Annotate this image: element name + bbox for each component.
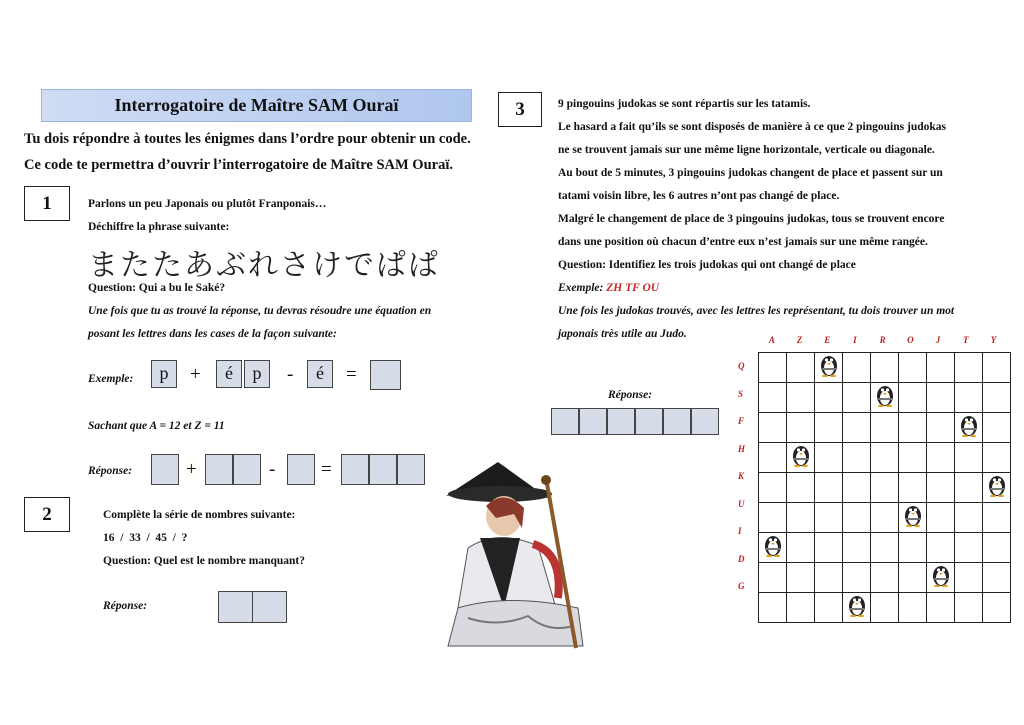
answer-cell-2[interactable] [205,454,233,485]
given-values: Sachant que A = 12 et Z = 11 [88,420,225,432]
grid-row-label-I: I [738,526,742,536]
answer-cell-6[interactable] [369,454,397,485]
penguin-icon [874,394,896,411]
example-cell-p1: p [151,360,177,388]
equals-sign: = [346,364,357,385]
tatami-cell-IF[interactable] [843,413,871,443]
tatami-cell-RF[interactable] [871,413,899,443]
tatami-cell-OU[interactable] [899,503,927,533]
tatami-cell-JD[interactable] [927,563,955,593]
tatami-cell-OG[interactable] [899,593,927,623]
grid-row-I [759,533,1011,563]
puzzle-3-answer-cell-6[interactable] [691,408,719,435]
puzzle-2-answer-cell-1[interactable] [218,591,253,623]
puzzle-2-answer-label: Réponse: [103,600,148,612]
puzzle-2-answer-cell-2[interactable] [252,591,287,623]
tatami-cell-EH[interactable] [815,443,843,473]
page-title: Interrogatoire de Maître SAM Ouraï [41,89,472,122]
tatami-cell-JG[interactable] [927,593,955,623]
penguin-icon [986,484,1008,501]
penguin-icon [762,544,784,561]
tatami-cell-EU[interactable] [815,503,843,533]
tatami-cell-OF[interactable] [899,413,927,443]
grid-col-label-O: O [907,335,914,345]
tatami-cell-AH[interactable] [759,443,787,473]
grid-row-label-S: S [738,388,744,399]
tatami-cell-TQ[interactable] [955,353,983,383]
grid-row-Q [759,353,1011,383]
grid-col-label-T: T [963,335,969,345]
tatami-cell-JQ[interactable] [927,353,955,383]
tatami-cell-TI[interactable] [955,533,983,563]
penguin-icon [818,364,840,381]
tatami-cell-ED[interactable] [815,563,843,593]
minus-sign: - [287,364,294,385]
puzzle-1-question: Question: Qui a bu le Saké? [88,282,226,294]
answer-minus-sign: - [269,459,276,480]
tatami-cell-EG[interactable] [815,593,843,623]
grid-row-K [759,473,1011,503]
tatami-cell-AG[interactable] [759,593,787,623]
tatami-cell-OD[interactable] [899,563,927,593]
tatami-cell-IH[interactable] [843,443,871,473]
penguin-icon [958,424,980,441]
tatami-cell-TG[interactable] [955,593,983,623]
puzzle-2-line1: Complète la série de nombres suivante: [103,509,296,521]
puzzle-1-line1: Parlons un peu Japonais ou plutôt Franponais… [88,198,327,210]
tatami-cell-IG[interactable] [843,593,871,623]
puzzle-3-number: 3 [498,92,542,127]
puzzle-3-answer-cell-5[interactable] [663,408,691,435]
tatami-cell-EF[interactable] [815,413,843,443]
tatami-cell-RH[interactable] [871,443,899,473]
tatami-cell-YQ[interactable] [983,353,1011,383]
grid-row-label-F: F [738,416,745,426]
puzzle-3-final-2: japonais très utile au Judo. [558,328,687,340]
tatami-cell-TF[interactable] [955,413,983,443]
tatami-cell-II[interactable] [843,533,871,563]
tatami-cell-ES[interactable] [815,383,843,413]
puzzle-3-answer-label: Réponse: [608,389,653,401]
example-prefix: Exemple: [558,282,604,294]
grid-row-H [759,443,1011,473]
example-cell-p2: p [244,360,270,388]
tatami-cell-JH[interactable] [927,443,955,473]
puzzle-3-line-6: Malgré le changement de place de 3 pingouins judokas, tous se trouvent encore [558,213,945,225]
puzzle-3-line-4: Au bout de 5 minutes, 3 pingouins judokas changent de place et passent sur un [558,167,943,179]
grid-row-label-U: U [738,498,745,509]
tatami-cell-EI[interactable] [815,533,843,563]
samurai-illustration [438,458,590,650]
tatami-cell-OS[interactable] [899,383,927,413]
answer-cell-5[interactable] [341,454,369,485]
tatami-cell-YF[interactable] [983,413,1011,443]
answer-cell-7[interactable] [397,454,425,485]
tatami-cell-RQ[interactable] [871,353,899,383]
puzzle-3-line-7: dans une position où chacun d’entre eux n’est jamais sur une même rangée. [558,236,928,248]
grid-col-label-J: J [935,335,941,345]
tatami-cell-JK[interactable] [927,473,955,503]
puzzle-3-example [558,282,659,294]
intro-line-2: Ce code te permettra d’ouvrir l’interrogatoire de Maître SAM Ouraï. [24,157,453,173]
japanese-phrase: またたあぶれさけでぱぱ [88,248,440,283]
puzzle-3-answer-cell-4[interactable] [635,408,663,435]
tatami-cell-ZG[interactable] [787,593,815,623]
tatami-cell-AU[interactable] [759,503,787,533]
tatami-cell-JF[interactable] [927,413,955,443]
grid-col-label-A: A [768,335,775,345]
puzzle-3-answer-cell-1[interactable] [551,408,579,435]
intro-line-1: Tu dois répondre à toutes les énigmes dans l’ordre pour obtenir un code. [24,131,471,147]
grid-row-label-D: D [738,553,745,564]
penguin-icon [930,574,952,591]
tatami-cell-RS[interactable] [871,383,899,413]
puzzle-3-line-3: ne se trouvent jamais sur une même ligne horizontale, verticale ou diagonale. [558,144,935,156]
tatami-cell-AQ[interactable] [759,353,787,383]
tatami-cell-YK[interactable] [983,473,1011,503]
answer-cell-1[interactable] [151,454,179,485]
tatami-cell-ZS[interactable] [787,383,815,413]
tatami-cell-RG[interactable] [871,593,899,623]
example-result-cell [370,360,401,390]
tatami-cell-IU[interactable] [843,503,871,533]
tatami-cell-OI[interactable] [899,533,927,563]
example-value: ZH TF OU [606,282,660,294]
tatami-cell-EQ[interactable] [815,353,843,383]
example-cell-e1: é [216,360,242,388]
tatami-cell-ZF[interactable] [787,413,815,443]
puzzle-3-answer-cell-3[interactable] [607,408,635,435]
tatami-cell-AF[interactable] [759,413,787,443]
tatami-cell-AK[interactable] [759,473,787,503]
grid-col-label-Z: Z [796,335,803,345]
puzzle-1-instruction2: posant les lettres dans les cases de la façon suivante: [88,328,337,340]
number-series: 16 / 33 / 45 / ? [103,532,188,544]
tatami-cell-RU[interactable] [871,503,899,533]
grid-row-label-G: G [738,581,745,591]
tatami-cell-TS[interactable] [955,383,983,413]
tatami-cell-YH[interactable] [983,443,1011,473]
grid-col-label-R: R [879,335,886,345]
tatami-cell-RK[interactable] [871,473,899,503]
answer-plus-sign: + [186,459,197,480]
tatami-cell-YD[interactable] [983,563,1011,593]
puzzle-1-answer-label: Réponse: [88,465,133,477]
puzzle-3-question: Question: Identifiez les trois judokas qui ont changé de place [558,259,856,271]
puzzle-3-line-5: tatami voisin libre, les 6 autres n’ont pas changé de place. [558,190,840,202]
tatami-cell-OH[interactable] [899,443,927,473]
tatami-cell-OQ[interactable] [899,353,927,383]
penguin-icon [846,604,868,621]
plus-sign: + [190,364,201,385]
puzzle-3-line-2: Le hasard a fait qu’ils se sont disposés de manière à ce que 2 pingouins judokas [558,121,946,133]
tatami-cell-OK[interactable] [899,473,927,503]
answer-cell-4[interactable] [287,454,315,485]
tatami-cell-TU[interactable] [955,503,983,533]
example-cell-e2: é [307,360,333,388]
tatami-grid [758,352,1011,623]
puzzle-1-line2: Déchiffre la phrase suivante: [88,221,230,233]
tatami-cell-ZD[interactable] [787,563,815,593]
tatami-cell-YI[interactable] [983,533,1011,563]
tatami-cell-IQ[interactable] [843,353,871,383]
tatami-cell-IS[interactable] [843,383,871,413]
grid-row-label-Q: Q [738,361,745,371]
tatami-cell-JS[interactable] [927,383,955,413]
tatami-cell-ZU[interactable] [787,503,815,533]
tatami-cell-RI[interactable] [871,533,899,563]
tatami-cell-AI[interactable] [759,533,787,563]
grid-row-label-H: H [738,443,746,454]
puzzle-1-instruction1: Une fois que tu as trouvé la réponse, tu devras résoudre une équation en [88,305,432,317]
tatami-cell-ZH[interactable] [787,443,815,473]
example-label: Exemple: [88,373,134,385]
tatami-cell-TH[interactable] [955,443,983,473]
grid-row-S [759,383,1011,413]
tatami-cell-ID[interactable] [843,563,871,593]
grid-row-label-K: K [738,471,745,481]
tatami-cell-JU[interactable] [927,503,955,533]
tatami-cell-ZQ[interactable] [787,353,815,383]
grid-row-G [759,593,1011,623]
grid-row-F [759,413,1011,443]
puzzle-3-answer-cell-2[interactable] [579,408,607,435]
puzzle-1-number: 1 [24,186,70,221]
tatami-cell-AS[interactable] [759,383,787,413]
tatami-cell-EK[interactable] [815,473,843,503]
penguin-icon [790,454,812,471]
grid-row-U [759,503,1011,533]
grid-col-label-E: E [824,335,831,345]
grid-row-D [759,563,1011,593]
tatami-cell-YG[interactable] [983,593,1011,623]
tatami-cell-IK[interactable] [843,473,871,503]
answer-equals-sign: = [321,459,332,480]
tatami-cell-ZI[interactable] [787,533,815,563]
tatami-cell-RD[interactable] [871,563,899,593]
grid-col-label-I: I [853,335,857,345]
tatami-cell-AD[interactable] [759,563,787,593]
tatami-cell-JI[interactable] [927,533,955,563]
tatami-cell-TD[interactable] [955,563,983,593]
tatami-cell-YS[interactable] [983,383,1011,413]
puzzle-3-line-1: 9 pingouins judokas se sont répartis sur les tatamis. [558,98,811,110]
penguin-icon [902,514,924,531]
puzzle-2-question: Question: Quel est le nombre manquant? [103,555,306,567]
answer-cell-3[interactable] [233,454,261,485]
tatami-cell-ZK[interactable] [787,473,815,503]
grid-col-label-Y: Y [990,335,997,345]
puzzle-2-number: 2 [24,497,70,532]
tatami-cell-TK[interactable] [955,473,983,503]
tatami-cell-YU[interactable] [983,503,1011,533]
puzzle-3-final-1: Une fois les judokas trouvés, avec les lettres les représentant, tu dois trouver un mot [558,305,955,317]
